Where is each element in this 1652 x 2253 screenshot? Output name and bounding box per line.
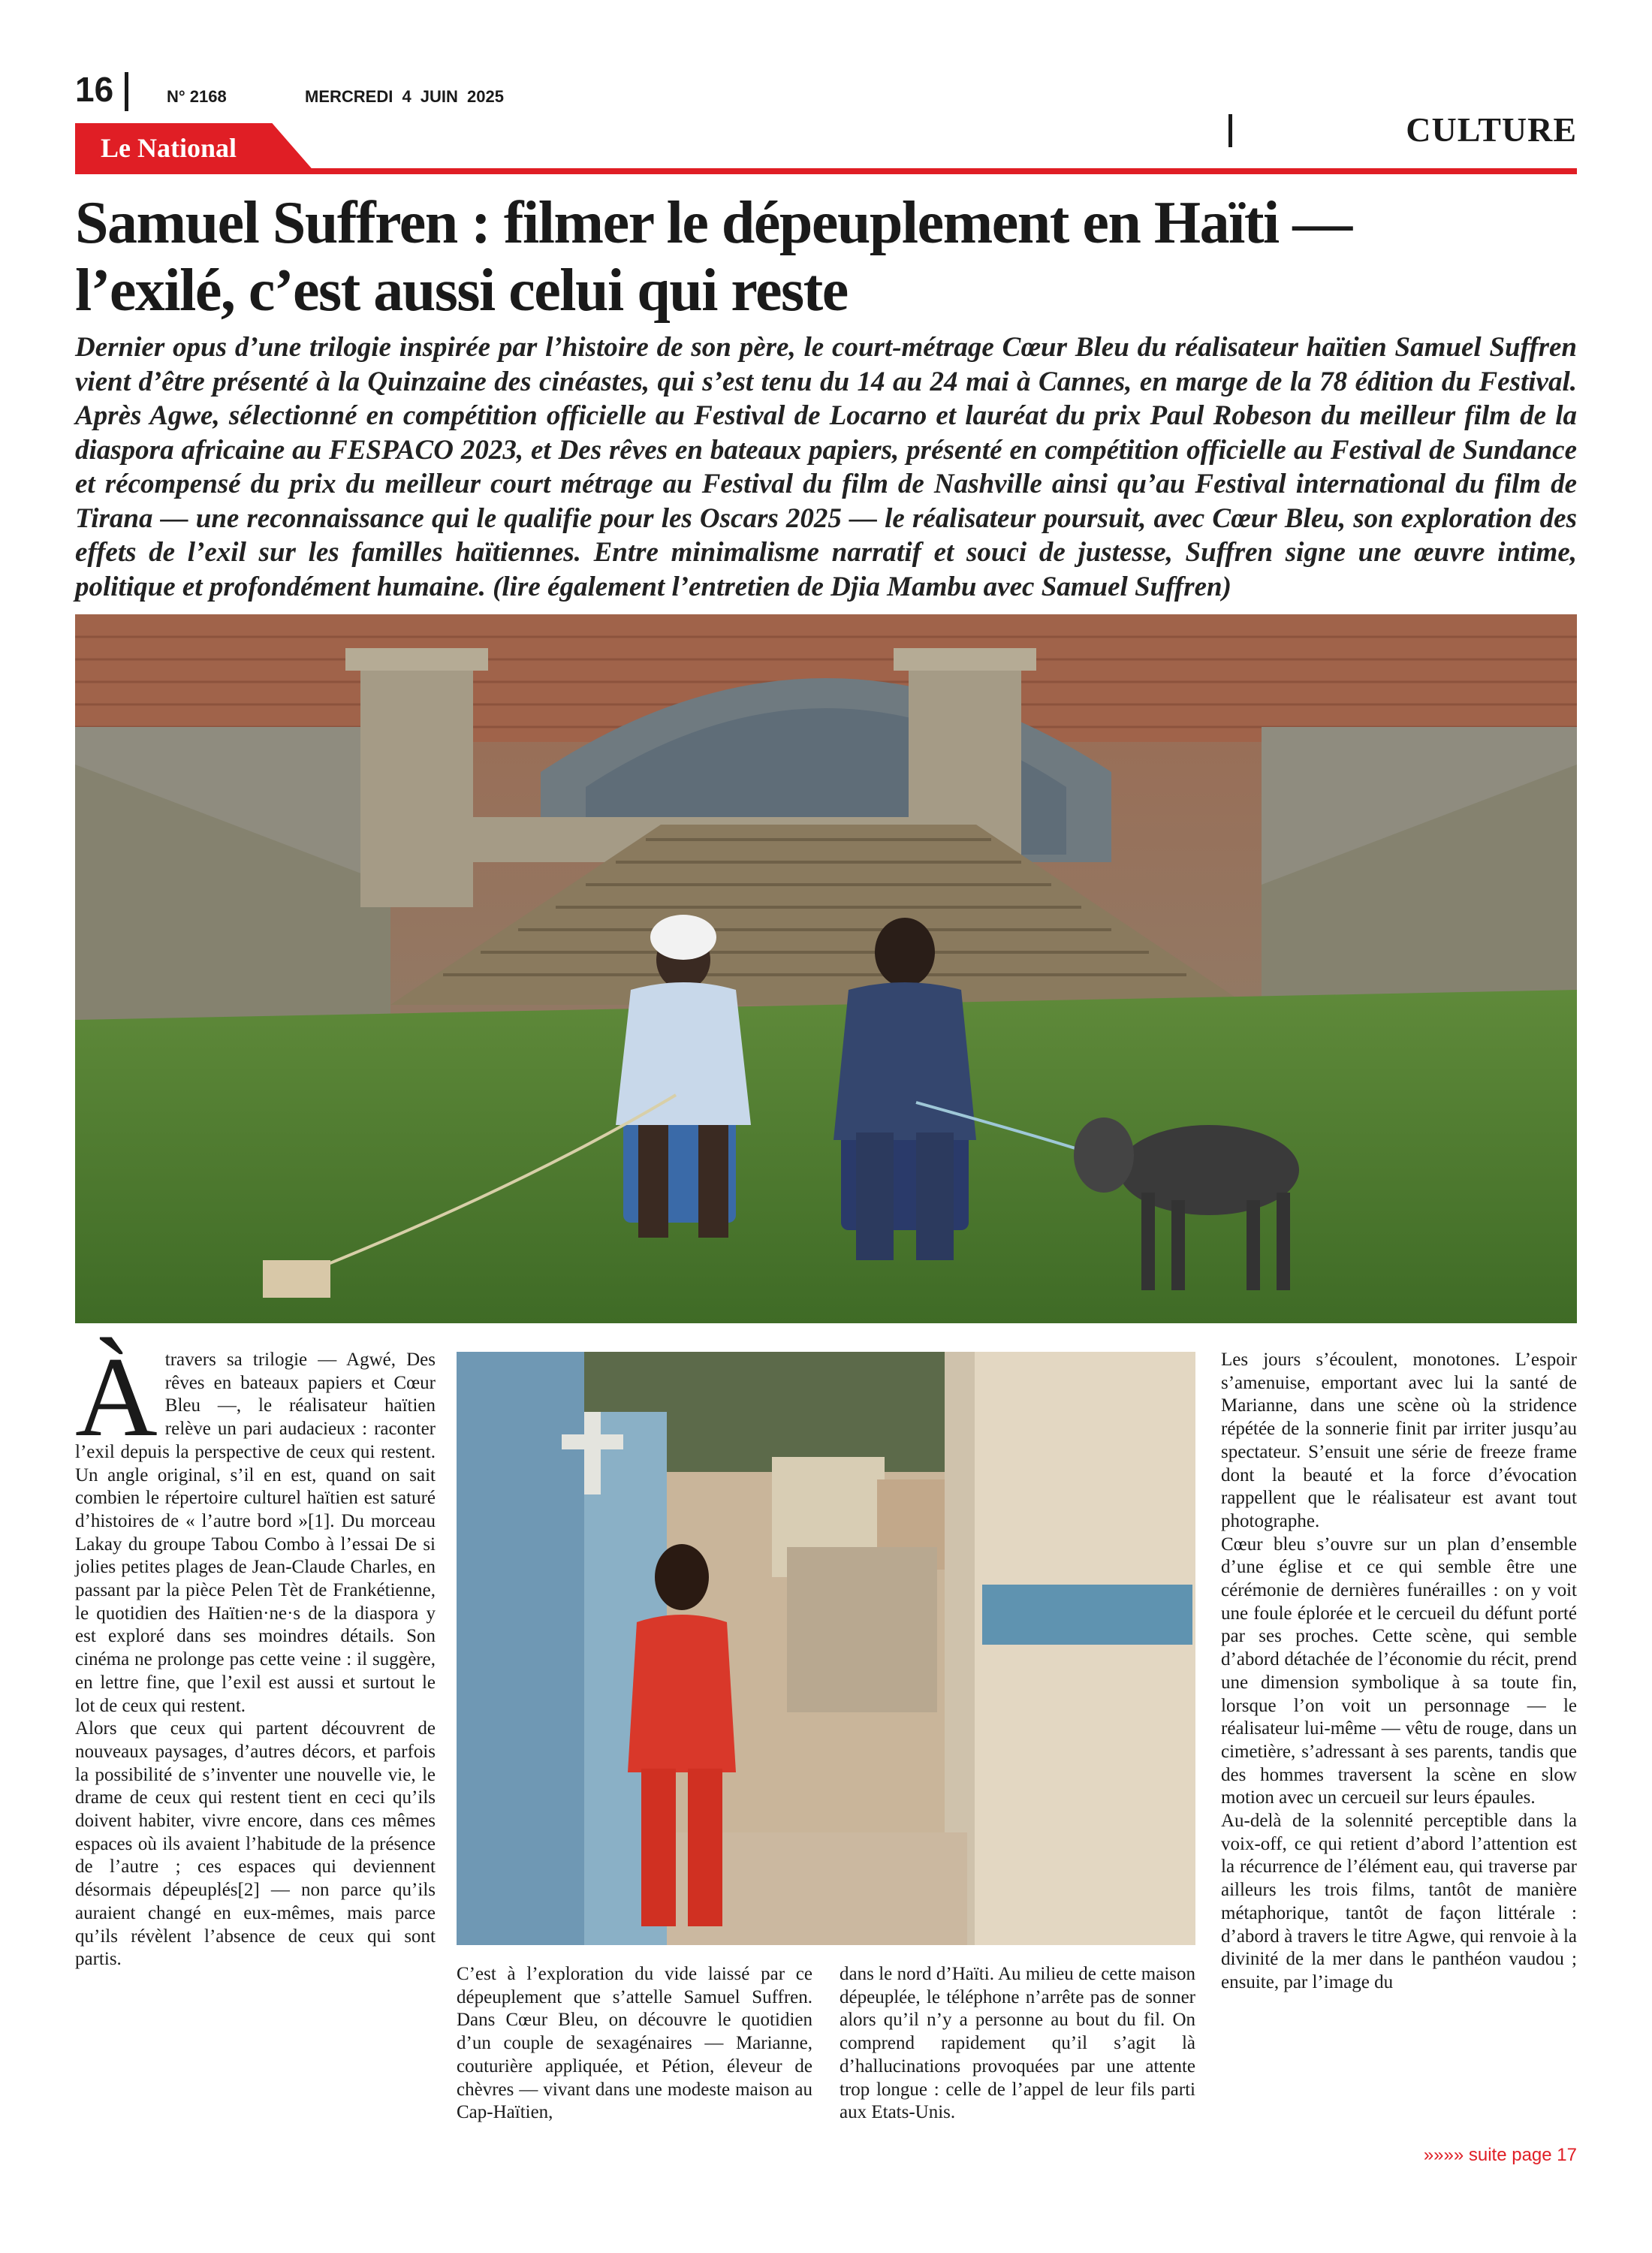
body-paragraph: Alors que ceux qui partent découvrent de nouveaux paysages, d’autres décors, et parfois la possibilité de s’inventer une nouvelle vie, le drame de ceux qui restent tient en ceci qu’ils doivent habiter, vivre encore, dans ces mêmes espaces où ils avaient l’habitude de la présence de l’autre ; ces espaces qui deviennent désormais dépeuplés[2] — non parce qu’ils auraient changé en eux-mêmes, mais parce qu’ils révèlent l’absence de ceux qui sont partis. [75, 1718, 436, 1970]
secondary-photo-drawing [457, 1352, 1195, 1945]
publication-date: MERCREDI 4 JUIN 2025 [305, 87, 504, 106]
body-paragraph: dans le nord d’Haïti. Au milieu de cette maison dépeuplée, le téléphone n’arrête pas de sonner alors qu’il n’y a personne au bout du fil. On comprend rapidement qu’il s’agit là d’hallucinations provoquées par une attente trop longue : celle de l’appel de leur fils parti aux Etats-Unis. [840, 1964, 1195, 2123]
continued-link[interactable]: »»»» suite page 17 [1423, 2145, 1577, 2165]
body-column-3 [840, 1963, 1195, 2125]
body-column-2 [457, 1963, 812, 2125]
page-number: 16 [75, 70, 114, 109]
headline [75, 189, 1577, 324]
body-column-1 [75, 1334, 436, 1971]
main-photo-drawing [75, 614, 1577, 1323]
drop-cap: À [75, 1334, 158, 1460]
body-column-4 [1221, 1349, 1577, 1995]
page-number-divider [125, 72, 128, 111]
header-rule [75, 168, 1577, 174]
headline-line-1: Samuel Suffren : filmer le dépeuplement en Haïti — [75, 190, 1352, 256]
section-title: CULTURE [1406, 110, 1577, 149]
issue-number: N° 2168 [167, 87, 227, 106]
section-divider [1228, 114, 1232, 147]
headline-line-2: l’exilé, c’est aussi celui qui reste [75, 258, 848, 324]
body-paragraph: Cœur bleu s’ouvre sur un plan d’ensemble d’une église et ce qui semble être une cérémonie de dernières funérailles : on y voit une foule éplorée et le cercueil du défunt porté par ses proches. Cette scène, qui semble d’abord détachée de l’économie du récit, prend une dimension symbolique à sa toute fin, lorsque l’on voit un personnage — le réalisateur lui-même — vêtu de rouge, dans un cimetière, s’adressant à ses parents, tandis que des hommes traversent la scène en slow motion avec un cercueil sur leurs épaules. [1221, 1534, 1577, 1808]
brand-logo: Le National [101, 133, 237, 163]
body-paragraph: travers sa trilogie — Agwé, Des rêves en bateaux papiers et Cœur Bleu —, le réalisateur haïtien relève un pari audacieux : raconter l’exil depuis la perspective de ceux qui restent. Un angle original, s’il en est, quand on sait combien le répertoire culturel haïtien est saturé d’histoires de « l’autre bord »[1]. Du morceau Lakay du groupe Tabou Combo à l’essai De si jolies petites plages de Jean-Claude Charles, en passant par la pièce Pelen Tèt de Frankétienne, le quotidien des Haïtien·ne·s de la diaspora y est exploré dans ses moindres détails. Son cinéma ne prolonge pas cette veine : il suggère, en lettre fine, que l’exil est aussi et surtout le lot de ceux qui restent. [75, 1350, 436, 1716]
standfirst: Dernier opus d’une trilogie inspirée par l’histoire de son père, le court-métrage Cœur Bleu du réalisateur haïtien Samuel Suffren vient d’être présenté à la Quinzaine des cinéastes, qui s’est tenu du 14 au 24 mai à Cannes, en marge de la 78 édition du Festival. Après Agwe, sélectionné en compétition officielle au Festival de Locarno et lauréat du prix Paul Robeson du meilleur film de la diaspora africaine au FESPACO 2023, et Des rêves en bateaux papiers, présenté en compétition officielle au Festival de Sundance et récompensé du prix du meilleur court métrage au Festival du film de Nashville ainsi qu’au Festival international du film de Tirana — une reconnaissance qui le qualifie pour les Oscars 2025 — le réalisateur poursuit, avec Cœur Bleu, son exploration des effets de l’exil sur les familles haïtiennes. Entre minimalisme narratif et souci de justesse, Suffren signe une œuvre intime, politique et profondément humaine. (lire également l’entretien de Djia Mambu avec Samuel Suffren) [75, 332, 1577, 602]
body-paragraph: Au-delà de la solennité perceptible dans la voix-off, ce qui retient d’abord l’attention est la récurrence de l’élément eau, qui traverse par ailleurs les trois films, tantôt de manière métaphorique, tantôt de façon littérale : d’abord à travers le titre Agwe, qui renvoie à la divinité de la mer dans le panthéon vaudou ; ensuite, par l’image du [1221, 1811, 1577, 1992]
main-photo [75, 614, 1577, 1323]
secondary-photo [457, 1352, 1195, 1945]
body-paragraph: C’est à l’exploration du vide laissé par ce dépeuplement que s’attelle Samuel Suffren. Dans Cœur Bleu, on découvre le quotidien d’un couple de sexagénaires — Marianne, couturière appliquée, et Pétion, éleveur de chèvres — vivant dans une modeste maison au Cap-Haïtien, [457, 1964, 812, 2123]
body-paragraph: Les jours s’écoulent, monotones. L’espoir s’amenuise, emportant avec lui la santé de Marianne, dans une scène où la stridence répétée de la sonnerie finit par irriter jusqu’au spectateur. S’ensuit une série de freeze frame dont la beauté et la force d’évocation rappellent que le réalisateur est avant tout photographe. [1221, 1350, 1577, 1531]
